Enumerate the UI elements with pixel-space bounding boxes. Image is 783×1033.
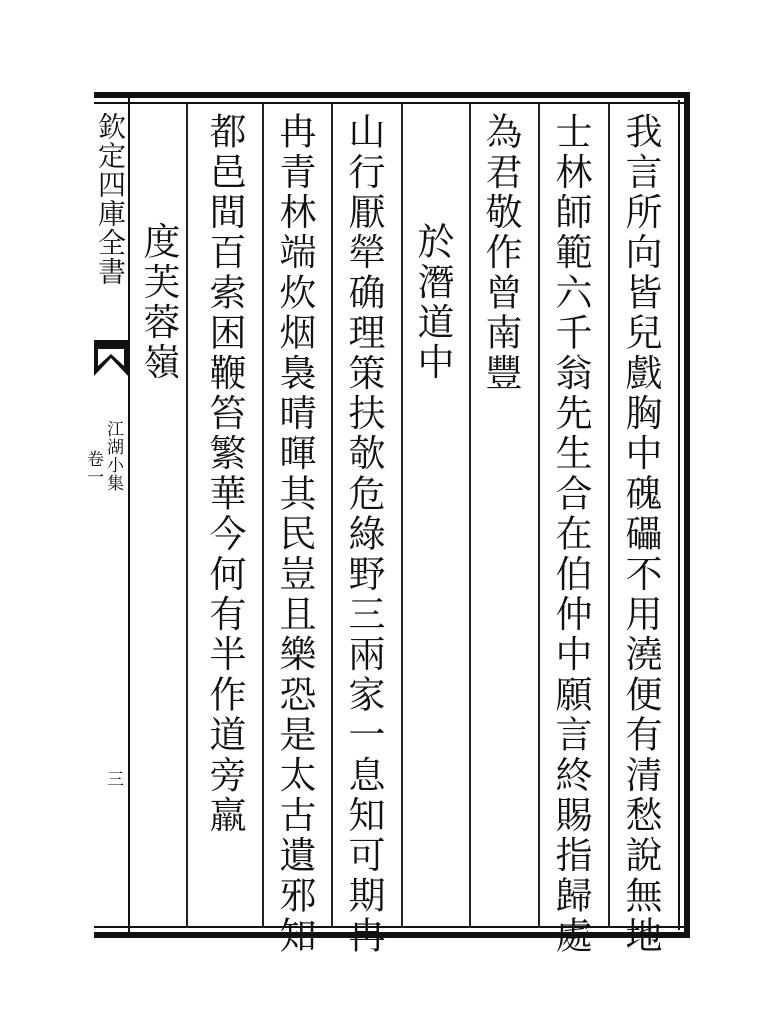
column-rule — [262, 104, 264, 928]
fishtail-mark-icon — [94, 340, 128, 376]
text-column-2: 士林師範六千翁先生合在伯仲中願言終賜指歸處 — [549, 112, 592, 957]
text-column-6: 冉青林端炊烟裊晴暉其民豈且樂恐是太古遺邪知 — [273, 112, 316, 957]
text-column-3: 為君敬作曾南豐 — [479, 112, 522, 394]
frame-bottom-border — [94, 932, 690, 938]
poem-title-yu-qian: 於潛道中 — [411, 222, 454, 383]
frame-top-border — [94, 92, 690, 98]
column-rule — [538, 104, 540, 928]
text-column-1: 我言所向皆兒戲胸中磈礧不用澆便有清愁說無地 — [619, 112, 662, 957]
text-column-7: 都邑間百索困鞭笞繁華今何有半作道旁羸 — [203, 112, 246, 836]
page-number: 三 — [103, 770, 123, 788]
frame-bottom-inner-border — [94, 926, 686, 928]
margin-strip-rule — [128, 92, 130, 938]
frame-right-inner-border — [678, 100, 680, 930]
column-rule — [186, 104, 188, 928]
volume-number: 卷一 — [83, 450, 103, 486]
book-title: 欽定四庫全書 — [94, 112, 127, 286]
column-rule — [331, 104, 333, 928]
frame-right-border — [684, 92, 690, 938]
column-rule — [401, 104, 403, 928]
column-rule — [469, 104, 471, 928]
poem-title-furong-ling: 度芙蓉嶺 — [137, 222, 180, 383]
column-rule — [608, 104, 610, 928]
volume-title: 江湖小集 — [103, 420, 123, 492]
frame-top-inner-border — [94, 102, 686, 104]
text-column-5: 山行厭犖确理策扶欹危綠野三兩家一息知可期冉 — [342, 112, 385, 957]
